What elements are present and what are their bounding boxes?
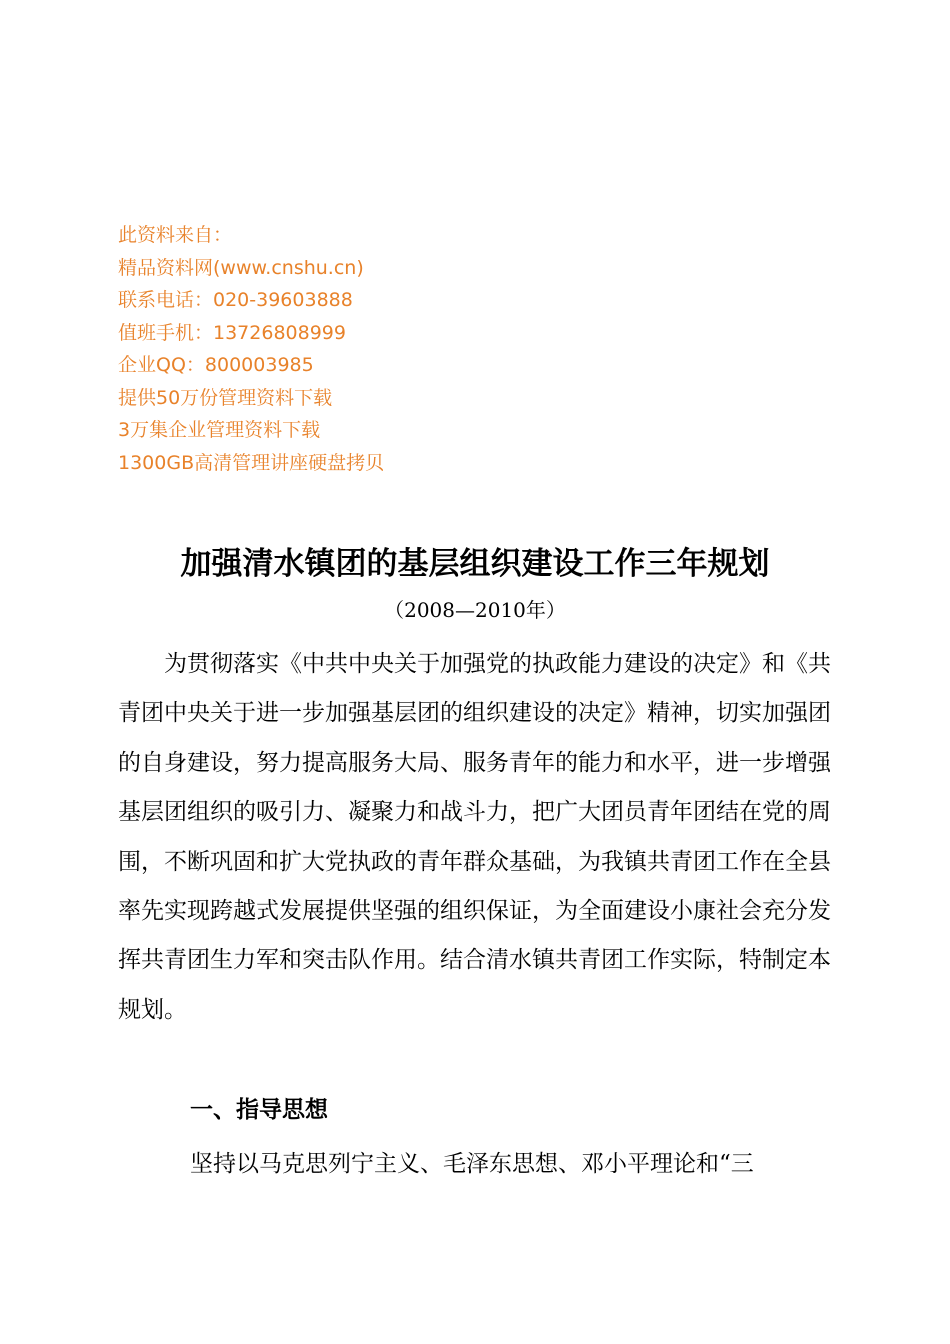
- source-info-block: [118, 219, 618, 479]
- document-title: 加强清水镇团的基层组织建设工作三年规划: [180, 546, 770, 582]
- source-line-offer-2: 3万集企业管理资料下载: [118, 419, 321, 441]
- source-line-mobile: 值班手机：13726808999: [118, 321, 346, 344]
- source-line-website: 精品资料网(www.cnshu.cn): [118, 256, 364, 279]
- section-heading-guiding-ideology: 一、指导思想: [190, 1097, 328, 1123]
- source-line-phone: 联系电话：020-39603888: [118, 289, 353, 311]
- intro-paragraph: 为贯彻落实《中共中央关于加强党的执政能力建设的决定》和《共青团中央关于进一步加强基层团的组织建设的决定》精神，切实加强团的自身建设，努力提高服务大局、服务青年的能力和水平，进一步增强基层团组织的吸引力、凝聚力和战斗力，把广大团员青年团结在党的周围，不断巩固和扩大党执政的青年群众基础，为我镇共青团工作在全县率先实现跨越式发展提供坚强的组织保证，为全面建设小康社会充分发挥共青团生力军和突击队作用。结合清水镇共青团工作实际，特制定本规划。: [118, 651, 831, 1023]
- source-line-offer-3: 1300GB高清管理讲座硬盘拷贝: [118, 451, 385, 474]
- source-line-from: 此资料来自：: [118, 224, 233, 246]
- section-paragraph-guiding-ideology: 坚持以马克思列宁主义、毛泽东思想、邓小平理论和“三: [190, 1151, 754, 1177]
- document-subtitle: （2008—2010年）: [384, 598, 566, 622]
- source-line-offer-1: 提供50万份管理资料下载: [118, 386, 333, 409]
- source-line-qq: 企业QQ：800003985: [118, 354, 314, 376]
